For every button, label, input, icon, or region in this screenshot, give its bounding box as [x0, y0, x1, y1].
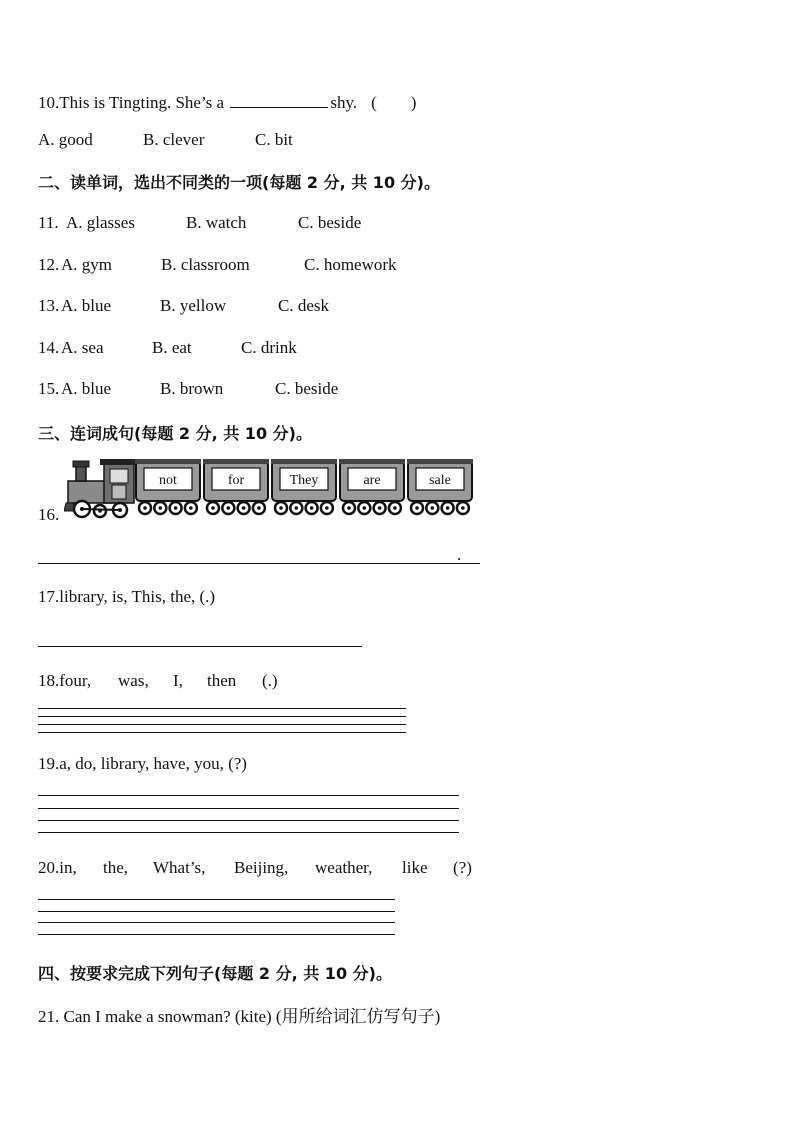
- q13-option-b: B. yellow: [160, 296, 227, 315]
- train-car: [407, 459, 473, 514]
- train-car-word: for: [227, 473, 245, 488]
- q11-option-c: C. beside: [298, 213, 362, 232]
- q10-stem-b: shy.: [330, 93, 358, 112]
- q10-stem-a: 10.This is Tingting. She’s a: [38, 93, 229, 112]
- question-21: 21. Can I make a snowman? (kite) (用所给词汇仿写句子): [38, 1007, 441, 1026]
- q14-option-b: B. eat: [152, 338, 192, 357]
- question-12: [38, 255, 397, 275]
- q20-word: weather,: [315, 858, 373, 877]
- q12-number: 12.: [38, 255, 60, 274]
- question-15: [38, 379, 338, 399]
- q20-word: (?): [453, 858, 472, 877]
- q20-answer-line[interactable]: [38, 922, 395, 923]
- question-10: [38, 88, 416, 113]
- q13-option-c: C. desk: [278, 296, 329, 315]
- q10-options: [38, 130, 293, 150]
- train-car: [271, 459, 337, 514]
- q20-answer-line[interactable]: [38, 934, 395, 935]
- q17-answer-line[interactable]: [38, 646, 362, 647]
- section-2-title: 二、读单词，选出不同类的一项(每题 2 分, 共 10 分)。: [38, 173, 440, 192]
- q19-answer-line[interactable]: [38, 808, 459, 809]
- section-3-title: 三、连词成句(每题 2 分, 共 10 分)。: [38, 424, 312, 443]
- q20-word: like: [402, 858, 428, 877]
- q18-answer-line[interactable]: [38, 708, 406, 709]
- question-17: 17.library, is, This, the, (.): [38, 587, 216, 606]
- q16-answer-line[interactable]: [38, 563, 480, 564]
- question-11: [38, 213, 361, 233]
- q10-option-c: C. bit: [255, 130, 293, 149]
- q16-end-dot: .: [457, 545, 462, 564]
- word-train-illustration: [64, 455, 474, 519]
- question-14: [38, 338, 297, 358]
- q20-word: 20.in,: [38, 858, 77, 877]
- q15-option-c: C. beside: [275, 379, 339, 398]
- q13-option-a: A. blue: [61, 296, 112, 315]
- question-19: 19.a, do, library, have, you, (?): [38, 754, 247, 773]
- q11-option-b: B. watch: [186, 213, 247, 232]
- q12-option-b: B. classroom: [161, 255, 250, 274]
- train-car: [203, 459, 269, 514]
- train-car-word: sale: [429, 473, 451, 488]
- q19-answer-line[interactable]: [38, 820, 459, 821]
- q20-answer-line[interactable]: [38, 899, 395, 900]
- q15-option-b: B. brown: [160, 379, 224, 398]
- q12-option-a: A. gym: [61, 255, 112, 274]
- locomotive-icon: [64, 459, 138, 517]
- q10-option-a: A. good: [38, 130, 93, 149]
- train-car-word: are: [363, 473, 381, 488]
- q19-answer-line[interactable]: [38, 795, 459, 796]
- q14-number: 14.: [38, 338, 60, 357]
- q19-answer-line[interactable]: [38, 832, 459, 833]
- q11-option-a: A. glasses: [66, 213, 135, 232]
- train-car: [339, 459, 405, 514]
- q18-answer-line[interactable]: [38, 724, 406, 725]
- q15-number: 15.: [38, 379, 60, 398]
- q13-number: 13.: [38, 296, 60, 315]
- train-car-word: not: [159, 473, 177, 488]
- section-4-title: 四、按要求完成下列句子(每题 2 分, 共 10 分)。: [38, 964, 392, 983]
- train-car-word: They: [289, 473, 319, 488]
- q20-word: the,: [103, 858, 129, 877]
- q16-number: 16.: [38, 505, 60, 524]
- q18-answer-line[interactable]: [38, 732, 406, 733]
- question-13: [38, 296, 329, 316]
- q14-option-a: A. sea: [61, 338, 104, 357]
- q18-answer-line[interactable]: [38, 716, 406, 717]
- train-car: [135, 459, 201, 514]
- q18-word: 18.four,: [38, 671, 92, 690]
- q18-word: (.): [262, 671, 278, 690]
- q12-option-c: C. homework: [304, 255, 397, 274]
- q10-answer-blank[interactable]: [230, 93, 328, 108]
- q20-word: What’s,: [153, 858, 206, 877]
- q18-word: then: [207, 671, 237, 690]
- q20-word: Beijing,: [234, 858, 289, 877]
- q20-answer-line[interactable]: [38, 911, 395, 912]
- q10-answer-paren[interactable]: ( ): [371, 93, 417, 112]
- q18-word: was,: [118, 671, 149, 690]
- q15-option-a: A. blue: [61, 379, 112, 398]
- q14-option-c: C. drink: [241, 338, 297, 357]
- q18-word: I,: [173, 671, 183, 690]
- q10-option-b: B. clever: [143, 130, 205, 149]
- q11-number: 11.: [38, 213, 59, 232]
- question-20: [38, 858, 472, 878]
- question-18: [38, 671, 278, 691]
